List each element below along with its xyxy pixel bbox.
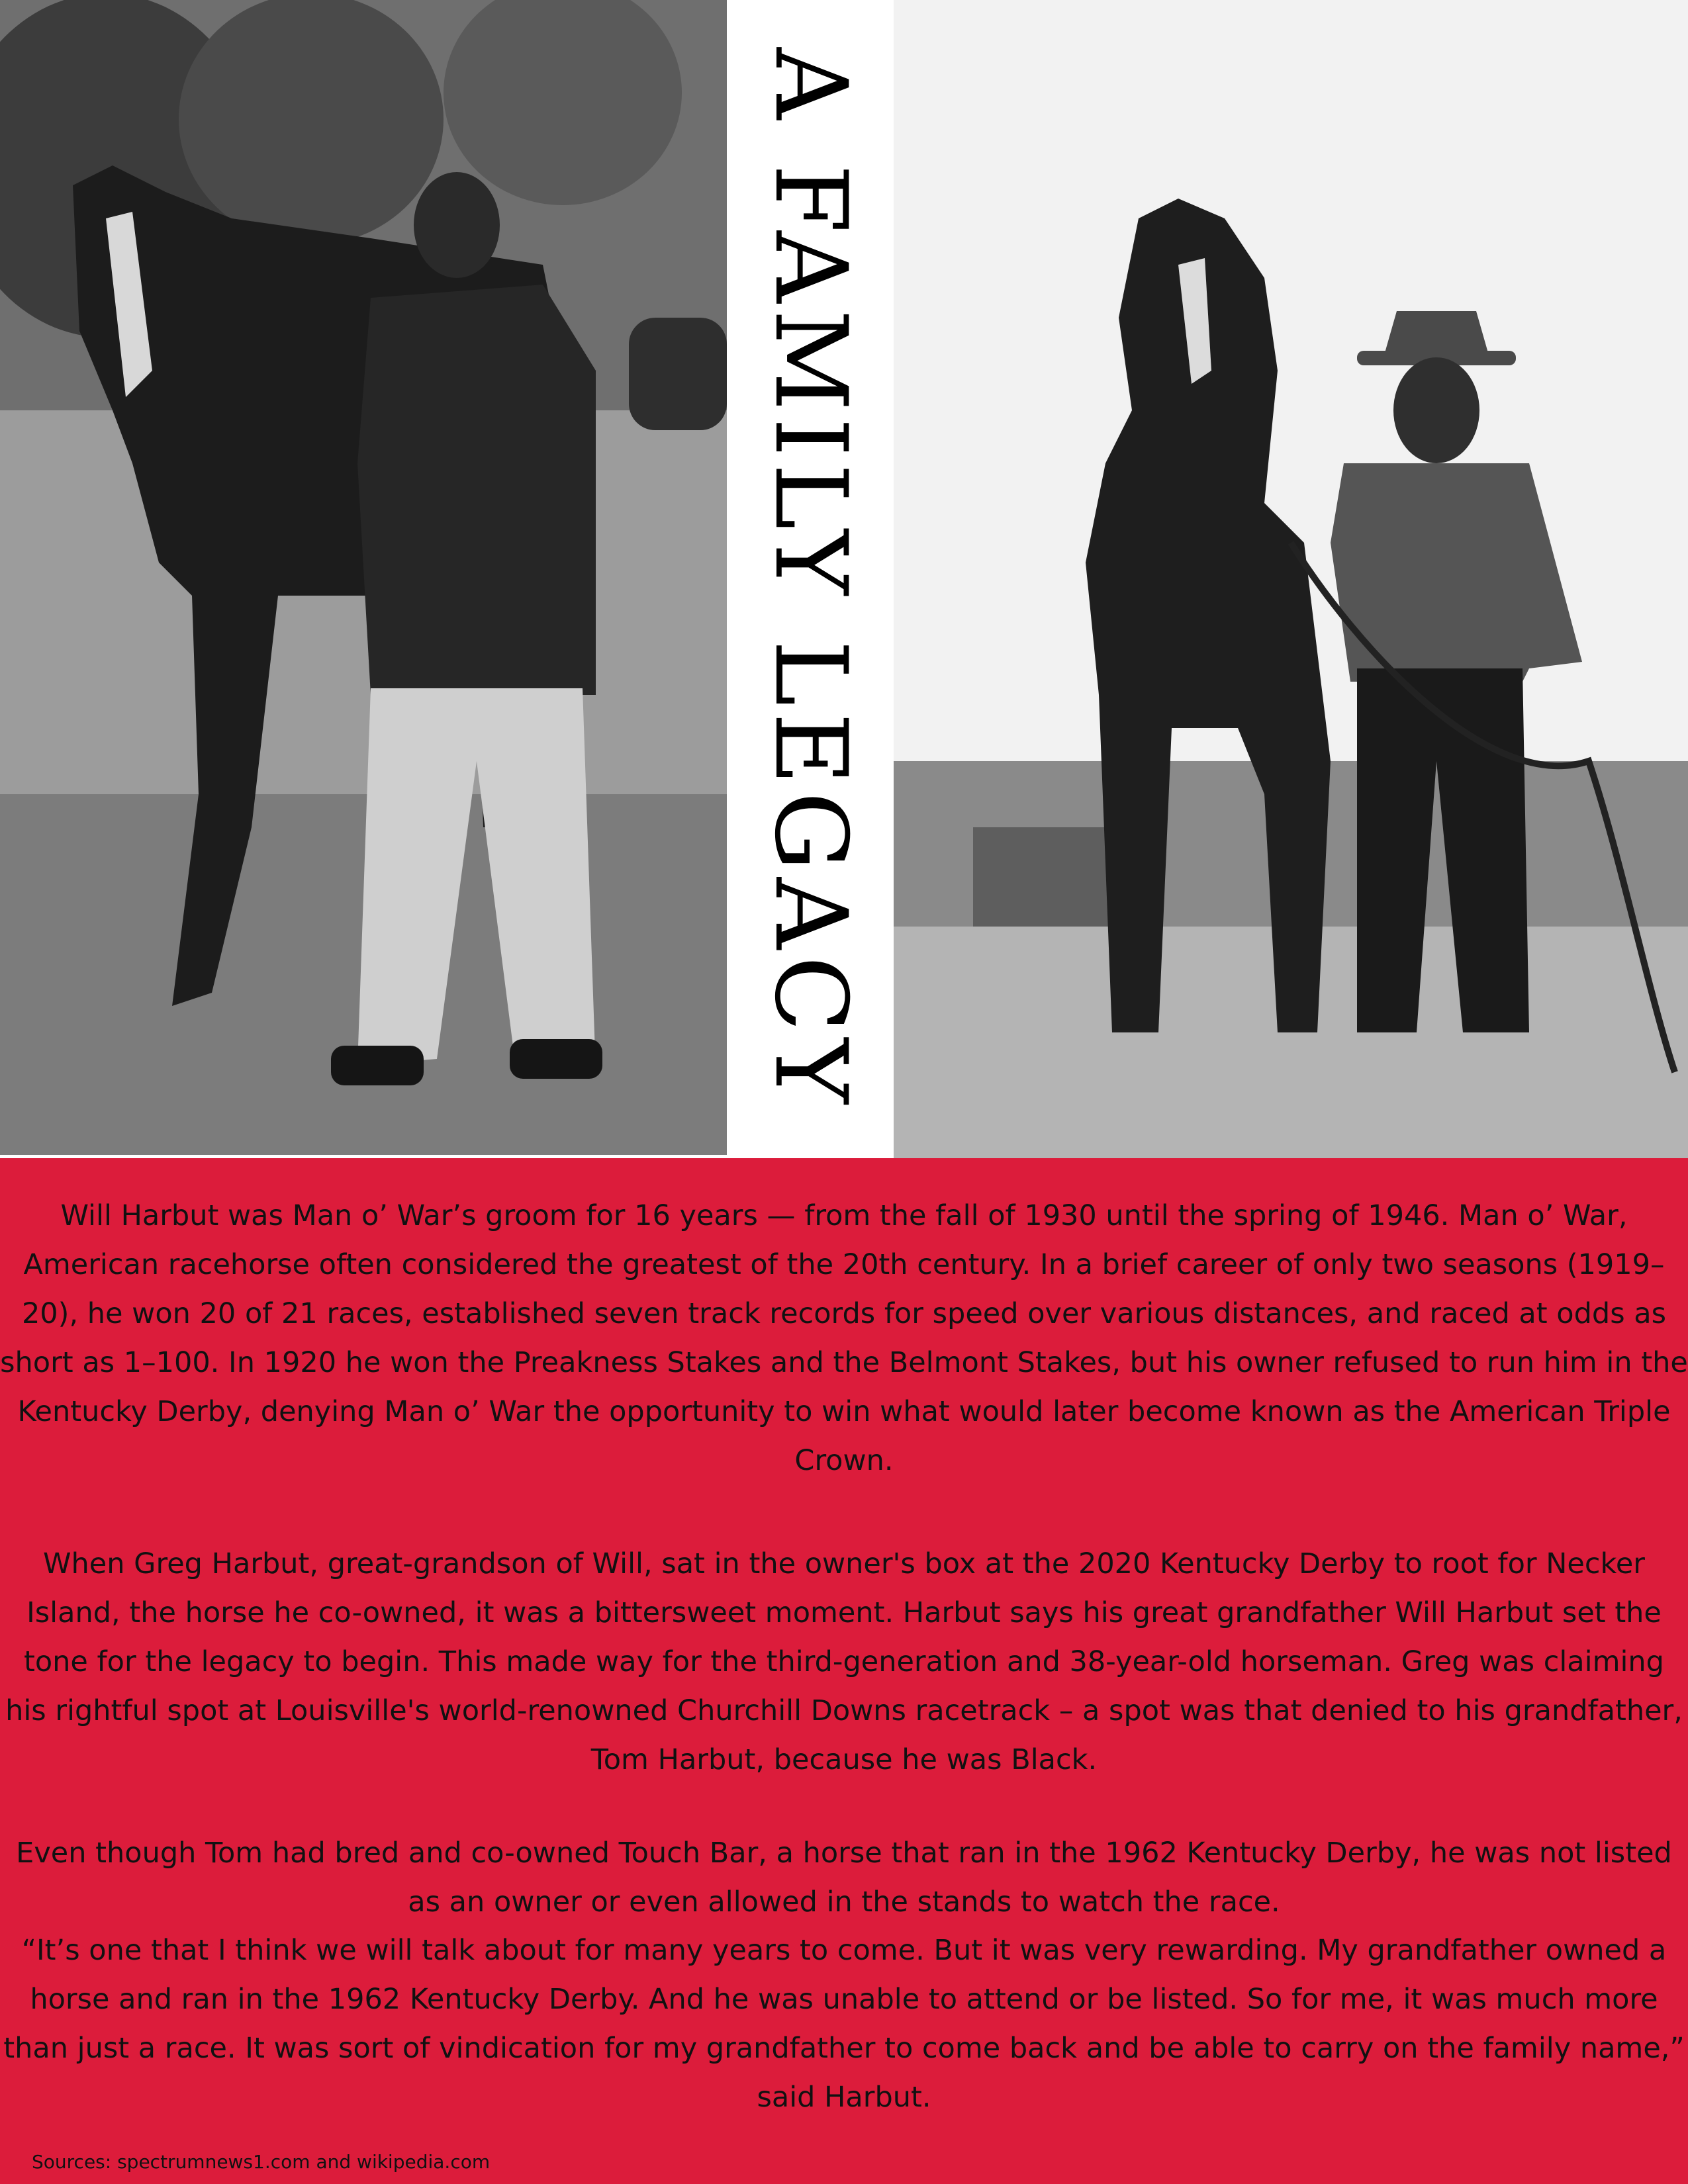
left-photo-illustration	[0, 0, 727, 1155]
left-photo	[0, 0, 727, 1155]
right-photo	[894, 0, 1688, 1158]
page-title: A FAMILY LEGACY	[753, 48, 868, 1111]
title-column	[727, 0, 894, 1158]
right-photo-illustration	[894, 0, 1688, 1158]
sources-note: Sources: spectrumnews1.com and wikipedia.com	[32, 2151, 491, 2173]
paragraph-quote: “It’s one that I think we will talk about for many years to come. But it was very rewarding. My grandfather owned a horse and ran in the 1962 Kentucky Derby. And he was unable to attend or be listed. So for me, it was much more than just a race. It was sort of vindication for my grandfather to come back and be able to carry on the family name,” said Harbut.	[3, 1934, 1685, 2114]
paragraph-tom-harbut: Even though Tom had bred and co-owned Touch Bar, a horse that ran in the 1962 Kentucky Derby, he was not listed as an owner or even allowed in the stands to watch the race.	[16, 1837, 1672, 1919]
paragraph-will-harbut: Will Harbut was Man o’ War’s groom for 16 years — from the fall of 1930 until the spring of 1946. Man o’ War, American racehorse often considered the greatest of the 20th century. In a brief career of only two seasons (1919–20), he won 20 of 21 races, established seven track records for speed over various distances, and raced at odds as short as 1–100. In 1920 he won the Preakness Stakes and the Belmont Stakes, but his owner refused to run him in the Kentucky Derby, denying Man o’ War the opportunity to win what would later become known as the American Triple Crown.	[0, 1199, 1688, 1477]
article-panel	[0, 1158, 1688, 2184]
paragraph-greg-harbut: When Greg Harbut, great-grandson of Will, sat in the owner's box at the 2020 Kentucky Derby to root for Necker Island, the horse he co-owned, it was a bittersweet moment. Harbut says his great grandfather Will Harbut set the tone for the legacy to begin. This made way for the third-generation and 38-year-old horseman. Greg was claiming his rightful spot at Louisville's world-renowned Churchill Downs racetrack – a spot was that denied to his grandfather, Tom Harbut, because he was Black.	[5, 1547, 1683, 1776]
